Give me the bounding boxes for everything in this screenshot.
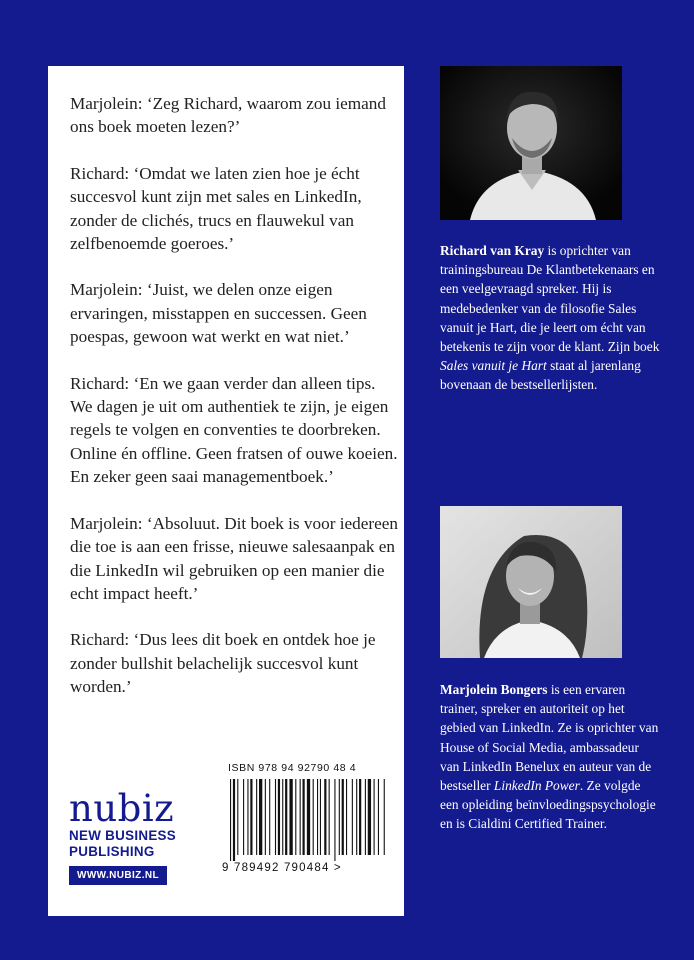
- dialogue-text: [70, 92, 400, 722]
- publisher-logo-word: nubiz: [69, 787, 175, 830]
- author-photo-richard: [440, 66, 622, 220]
- bio-marjolein-book-title: LinkedIn Power: [493, 778, 580, 794]
- author-photo-marjolein: [440, 506, 622, 658]
- bio-marjolein-name: Marjolein Bongers: [440, 682, 548, 697]
- bio-marjolein: [440, 680, 660, 834]
- bio-richard-text-2: staat al jarenlang bovenaan de bestsellerlijsten.: [440, 358, 641, 393]
- bio-richard: [440, 241, 660, 395]
- barcode-digits: 9 789492 790484 >: [222, 862, 342, 874]
- dialogue-paragraph: Richard: ‘Dus lees dit boek en ontdek hoe je zonder bullshit belachelijk succesvol kunt worden.’: [70, 630, 376, 697]
- bio-marjolein-text-1: is een ervaren trainer, spreker en autoriteit op het gebied van LinkedIn. Ze is oprichter van House of Social Media, ambassadeur van LinkedIn Benelux en auteur van de bestseller: [440, 682, 659, 794]
- isbn-label: ISBN 978 94 92790 48 4: [228, 762, 357, 774]
- dialogue-paragraph: Marjolein: ‘Absoluut. Dit boek is voor iedereen die toe is aan een frisse, nieuwe salesaanpak en die LinkedIn wil gebruiken op een manier die echt impact heeft.’: [70, 513, 398, 603]
- dialogue-paragraph: Marjolein: ‘Zeg Richard, waarom zou iemand ons boek moeten lezen?’: [70, 94, 386, 137]
- bio-marjolein-text-2: . Ze volgde een opleiding beïnvloedingspsychologie en is Cialdini Certified Trainer.: [440, 778, 656, 832]
- publisher-logo: [69, 787, 219, 885]
- publisher-url: WWW.NUBIZ.NL: [69, 866, 167, 885]
- bio-richard-text-1: is oprichter van trainingsbureau De Klantbetekenaars en een veelgevraagd spreker. Hij is medebedenker van de filosofie Sales vanuit je Hart, die je leert om écht van betekenis te zijn voor de klant. Zijn boek: [440, 243, 660, 355]
- bio-richard-book-title: Sales vanuit je Hart: [440, 358, 547, 374]
- dialogue-paragraph: Richard: ‘En we gaan verder dan alleen tips. We dagen je uit om authentiek te zijn, je eigen regels te volgen en conventies te doorbreken. Online én offline. Geen fratsen of ouwe koeien. En zeker geen saai managementboek.’: [70, 373, 398, 487]
- publisher-line-1: NEW BUSINESS: [69, 828, 177, 843]
- publisher-line-2: PUBLISHING: [69, 844, 155, 859]
- dialogue-paragraph: Richard: ‘Omdat we laten zien hoe je écht succesvol kunt zijn met sales en LinkedIn, zonder de clichés, trucs en flauwekul van zelfbenoemde goeroes.’: [70, 163, 362, 254]
- dialogue-paragraph: Marjolein: ‘Juist, we delen onze eigen ervaringen, misstappen en successen. Geen poespas, gewoon wat werkt en wat niet.’: [70, 280, 367, 347]
- bio-richard-name: Richard van Kray: [440, 243, 545, 258]
- barcode: [228, 779, 388, 861]
- back-cover-text-panel: [48, 66, 404, 916]
